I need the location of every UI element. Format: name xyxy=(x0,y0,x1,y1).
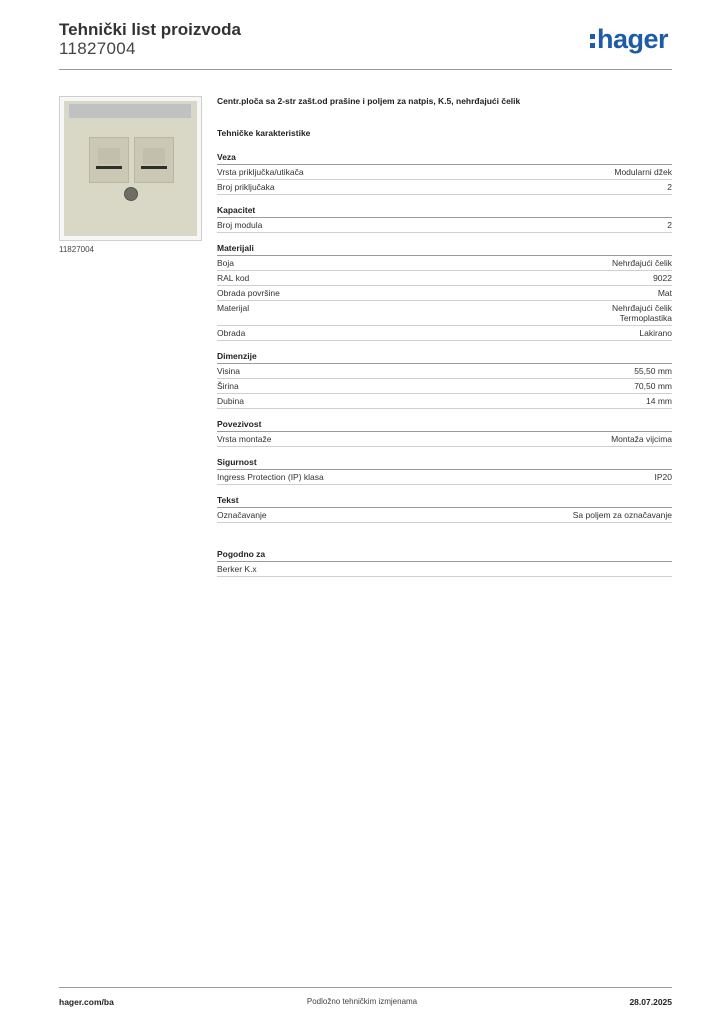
spec-row xyxy=(217,508,672,523)
footer-disclaimer: Podložno tehničkim izmjenama xyxy=(306,997,418,1006)
spec-row xyxy=(217,256,672,271)
spec-value xyxy=(646,396,672,406)
spec-value-line: Sa poljem za označavanje xyxy=(572,510,672,520)
spec-label: Vrsta montaže xyxy=(217,434,272,444)
spec-label: Boja xyxy=(217,258,235,268)
spec-value-line: 55,50 mm xyxy=(634,366,672,376)
screw-icon xyxy=(124,187,138,201)
spec-value xyxy=(573,510,672,520)
spec-value-line: 2 xyxy=(667,220,672,230)
section-title: Veza xyxy=(217,152,236,162)
spec-value-line: Nehrđajući čelik xyxy=(612,303,672,313)
spec-value-line: Termoplastika xyxy=(619,313,672,323)
spec-value xyxy=(611,434,672,444)
spec-row xyxy=(217,165,672,180)
spec-row xyxy=(217,286,672,301)
spec-label: Obrada xyxy=(217,328,246,338)
spec-label: Vrsta priključka/utikača xyxy=(217,167,304,177)
section-title: Sigurnost xyxy=(217,457,257,467)
section-title: Pogodno za xyxy=(217,549,266,559)
spec-label: Ingress Protection (IP) klasa xyxy=(217,472,324,482)
spec-section xyxy=(217,152,672,195)
spec-row xyxy=(217,301,672,326)
spec-section xyxy=(217,457,672,485)
footer-divider xyxy=(59,987,672,988)
spec-label: Dubina xyxy=(217,396,244,406)
tech-heading: Tehničke karakteristike xyxy=(217,128,311,138)
spec-label: RAL kod xyxy=(217,273,250,283)
spec-value-line: IP20 xyxy=(654,472,672,482)
header-divider xyxy=(59,69,672,70)
spec-value-line: Modularni džek xyxy=(614,167,672,177)
spec-value-line: 2 xyxy=(667,182,672,192)
page-title: Tehnički list proizvoda xyxy=(59,20,241,39)
footer-date: 28.07.2025 xyxy=(629,997,672,1007)
image-caption: 11827004 xyxy=(59,245,94,254)
spec-row xyxy=(217,470,672,485)
spec-section xyxy=(217,419,672,447)
section-title: Materijali xyxy=(217,243,254,253)
spec-value xyxy=(653,273,672,283)
spec-label: Označavanje xyxy=(217,510,267,520)
spec-label: Broj priključaka xyxy=(217,182,275,192)
spec-value-line: Lakirano xyxy=(639,328,672,338)
spec-row xyxy=(217,562,672,577)
spec-value xyxy=(667,220,672,230)
section-title: Povezivost xyxy=(217,419,262,429)
spec-label: Širina xyxy=(217,381,239,391)
spec-value-line: 70,50 mm xyxy=(634,381,672,391)
spec-section xyxy=(217,205,672,233)
section-title: Kapacitet xyxy=(217,205,256,215)
spec-value xyxy=(614,167,672,177)
spec-label: Berker K.x xyxy=(217,564,257,574)
spec-row xyxy=(217,326,672,341)
product-image xyxy=(59,96,202,241)
spec-label: Materijal xyxy=(217,303,250,313)
spec-value xyxy=(667,182,672,192)
spec-row xyxy=(217,180,672,195)
spec-value-line: 9022 xyxy=(653,273,672,283)
footer-website[interactable]: hager.com/ba xyxy=(59,997,114,1007)
spec-section xyxy=(217,495,672,523)
spec-content xyxy=(217,96,672,577)
spec-value xyxy=(634,381,672,391)
spec-row xyxy=(217,394,672,409)
spec-value xyxy=(639,328,672,338)
spec-row xyxy=(217,432,672,447)
spec-value-line: Montaža vijcima xyxy=(611,434,672,444)
spec-value xyxy=(655,472,673,482)
spec-section xyxy=(217,243,672,341)
hager-logo[interactable] xyxy=(590,24,668,55)
spec-value-line: Mat xyxy=(657,288,672,298)
section-title: Tekst xyxy=(217,495,239,505)
label-field xyxy=(69,104,191,118)
spec-label: Visina xyxy=(217,366,240,376)
spec-value xyxy=(658,288,672,298)
spec-sections xyxy=(217,152,672,523)
spec-row xyxy=(217,218,672,233)
spec-value-line: Nehrđajući čelik xyxy=(612,258,672,268)
spec-label: Obrada površine xyxy=(217,288,280,298)
cover-plate xyxy=(64,101,197,236)
compatible-section xyxy=(217,549,672,577)
section-title: Dimenzije xyxy=(217,351,257,361)
logo-colon-icon xyxy=(590,28,596,48)
spec-label: Broj modula xyxy=(217,220,263,230)
data-port-right xyxy=(134,137,174,183)
spec-value xyxy=(612,258,672,268)
product-code-heading: 11827004 xyxy=(59,39,136,58)
spec-row xyxy=(217,379,672,394)
spec-row xyxy=(217,271,672,286)
spec-value-line: 14 mm xyxy=(646,396,672,406)
logo-text: hager xyxy=(597,24,669,54)
spec-row xyxy=(217,364,672,379)
data-port-left xyxy=(89,137,129,183)
spec-value xyxy=(612,303,672,323)
product-name: Centr.ploča sa 2-str zašt.od prašine i poljem za natpis, K.5, nehrđajući čelik xyxy=(217,96,521,106)
spec-value xyxy=(634,366,672,376)
spec-section xyxy=(217,351,672,409)
